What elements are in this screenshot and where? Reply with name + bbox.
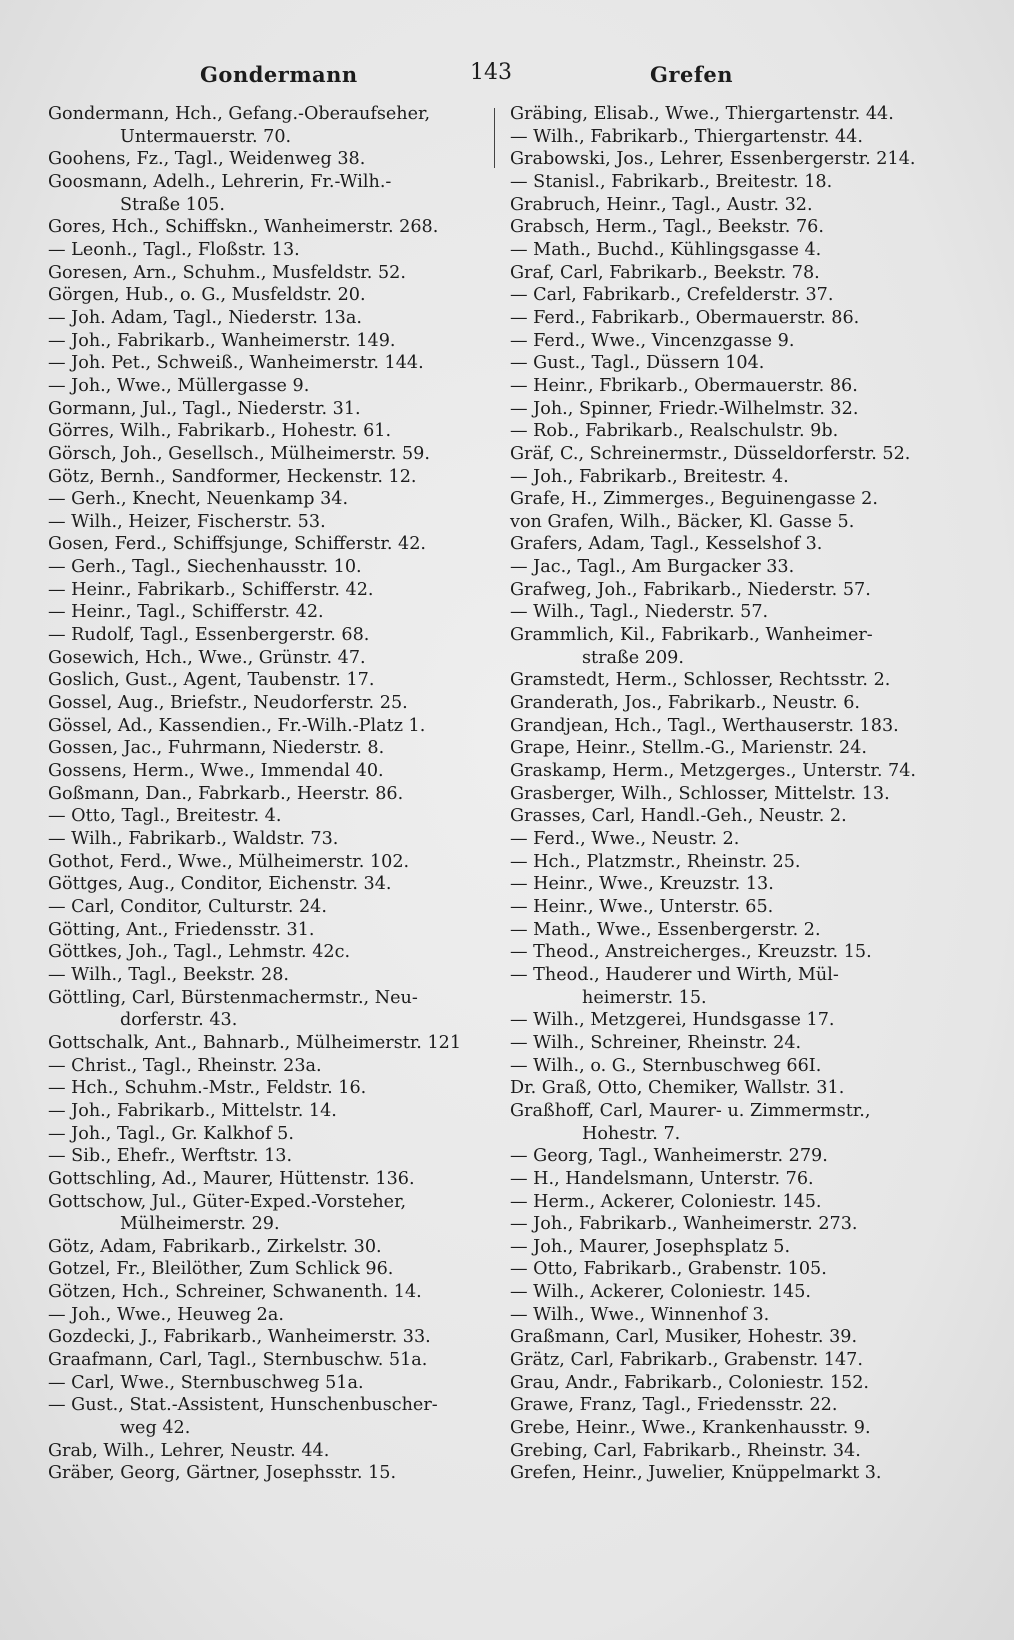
entry-line: — Theod., Anstreicherges., Kreuzstr. 15. <box>510 942 872 963</box>
header-right-keyword: Grefen <box>650 62 734 87</box>
entry-line: Gormann, Jul., Tagl., Niederstr. 31. <box>48 398 361 419</box>
directory-entry <box>510 420 950 443</box>
directory-entry <box>510 194 950 217</box>
directory-entry <box>510 579 950 602</box>
directory-entry <box>48 307 494 330</box>
directory-entry <box>510 1304 950 1327</box>
entry-line: Grabsch, Herm., Tagl., Beekstr. 76. <box>510 217 824 238</box>
entry-line: Graskamp, Herm., Metzgerges., Unterstr. 74. <box>510 761 917 782</box>
entry-line: Graafmann, Carl, Tagl., Sternbuschw. 51a. <box>48 1350 428 1371</box>
directory-entry <box>510 737 950 760</box>
entry-line: Goresen, Arn., Schuhm., Musfeldstr. 52. <box>48 262 406 283</box>
entry-line: — Math., Wwe., Essenbergerstr. 2. <box>510 919 821 940</box>
entry-line: — Joh., Tagl., Gr. Kalkhof 5. <box>48 1123 294 1144</box>
directory-entry <box>48 873 494 896</box>
entry-line: Göttges, Aug., Conditor, Eichenstr. 34. <box>48 874 392 895</box>
entry-line: Grape, Heinr., Stellm.-G., Marienstr. 24. <box>510 738 868 759</box>
entry-line: — Carl, Conditor, Culturstr. 24. <box>48 896 327 917</box>
directory-entry <box>48 737 494 760</box>
entry-line: Görres, Wilh., Fabrikarb., Hohestr. 61. <box>48 421 392 442</box>
entry-line: Graf, Carl, Fabrikarb., Beekstr. 78. <box>510 262 820 283</box>
directory-entry <box>48 715 494 738</box>
directory-entry <box>510 1077 950 1100</box>
entry-line: Goßmann, Dan., Fabrkarb., Heerstr. 86. <box>48 783 404 804</box>
page-number: 143 <box>470 60 512 85</box>
entry-line: Gossens, Herm., Wwe., Immendal 40. <box>48 761 384 782</box>
directory-entry <box>510 375 950 398</box>
directory-entry <box>48 533 494 556</box>
entry-line: — Sib., Ehefr., Werftstr. 13. <box>48 1146 293 1167</box>
entry-line: Grau, Andr., Fabrikarb., Coloniestr. 152. <box>510 1372 870 1393</box>
directory-entry <box>510 239 950 262</box>
directory-entry <box>48 828 494 851</box>
entry-line: Grabowski, Jos., Lehrer, Essenbergerstr. 214. <box>510 149 916 170</box>
entry-continuation: Straße 105. <box>120 194 225 215</box>
entry-line: Grammlich, Kil., Fabrikarb., Wanheimer- <box>510 625 873 646</box>
entry-line: Grasses, Carl, Handl.-Geh., Neustr. 2. <box>510 806 847 827</box>
entry-line: Gottschow, Jul., Güter-Exped.-Vorsteher, <box>48 1191 407 1212</box>
directory-entry <box>510 919 950 942</box>
directory-entry <box>510 1281 950 1304</box>
directory-entry <box>48 1304 494 1327</box>
directory-entry <box>510 443 950 466</box>
directory-entry <box>48 375 494 398</box>
entry-line: — Ferd., Wwe., Neustr. 2. <box>510 829 740 849</box>
entry-line: Gotzel, Fr., Bleilöther, Zum Schlick 96. <box>48 1259 394 1280</box>
entry-line: Gores, Hch., Schiffskn., Wanheimerstr. 268. <box>48 217 439 238</box>
entry-line: — Otto, Fabrikarb., Grabenstr. 105. <box>510 1259 827 1280</box>
entry-line: Gossen, Jac., Fuhrmann, Niederstr. 8. <box>48 738 385 759</box>
entry-line: — Wilh., Ackerer, Coloniestr. 145. <box>510 1282 812 1303</box>
entry-line: Graßhoff, Carl, Maurer- u. Zimmermstr., <box>510 1100 871 1121</box>
directory-entry <box>510 1100 950 1145</box>
directory-entry <box>48 1032 494 1055</box>
directory-entry <box>510 1009 950 1032</box>
directory-entry <box>48 1168 494 1191</box>
directory-entry <box>510 398 950 421</box>
directory-entry <box>510 103 950 126</box>
directory-entry <box>48 420 494 443</box>
directory-entry <box>48 1123 494 1146</box>
entry-line: Grab, Wilh., Lehrer, Neustr. 44. <box>48 1440 330 1461</box>
directory-entry <box>510 533 950 556</box>
entry-continuation: Mülheimerstr. 29. <box>120 1214 280 1235</box>
directory-entry <box>510 352 950 375</box>
directory-entry <box>48 1394 494 1439</box>
directory-entry <box>48 284 494 307</box>
entry-line: — Rudolf, Tagl., Essenbergerstr. 68. <box>48 625 370 646</box>
directory-entry <box>48 1191 494 1236</box>
entry-line: — Christ., Tagl., Rheinstr. 23a. <box>48 1055 322 1076</box>
entry-line: — Ferd., Wwe., Vincenzgasse 9. <box>510 330 795 351</box>
directory-entry <box>510 1213 950 1236</box>
entry-line: — Joh., Fabrikarb., Breitestr. 4. <box>510 466 789 487</box>
entry-line: Grefen, Heinr., Juwelier, Knüppelmarkt 3. <box>510 1463 882 1484</box>
entry-line: — Heinr., Wwe., Unterstr. 65. <box>510 896 774 917</box>
directory-entry <box>48 624 494 647</box>
entry-continuation: weg 42. <box>120 1418 191 1439</box>
entry-line: — Wilh., Tagl., Beekstr. 28. <box>48 964 290 985</box>
directory-entry <box>48 466 494 489</box>
directory-entry <box>48 239 494 262</box>
entry-line: — Joh. Adam, Tagl., Niederstr. 13a. <box>48 307 362 328</box>
directory-entry <box>510 851 950 874</box>
entry-line: Granderath, Jos., Fabrikarb., Neustr. 6. <box>510 693 860 714</box>
entry-continuation: dorferstr. 43. <box>120 1010 238 1031</box>
directory-entry <box>510 1462 950 1485</box>
directory-entry <box>48 556 494 579</box>
directory-entry <box>510 126 950 149</box>
entry-line: Grandjean, Hch., Tagl., Werthauserstr. 183. <box>510 715 899 736</box>
page-header <box>0 58 1014 94</box>
entry-line: — Leonh., Tagl., Floßstr. 13. <box>48 239 300 260</box>
entry-continuation: straße 209. <box>582 647 684 668</box>
entry-line: — Wilh., Fabrikarb., Waldstr. 73. <box>48 829 339 849</box>
entry-line: — Georg, Tagl., Wanheimerstr. 279. <box>510 1146 828 1167</box>
directory-entry <box>48 103 494 148</box>
entry-line: Gottschling, Ad., Maurer, Hüttenstr. 136. <box>48 1168 415 1189</box>
entry-line: Graßmann, Carl, Musiker, Hohestr. 39. <box>510 1327 858 1348</box>
entry-line: — Wilh., Fabrikarb., Thiergartenstr. 44. <box>510 126 863 147</box>
directory-entry <box>510 1055 950 1078</box>
directory-entry <box>48 488 494 511</box>
directory-entry <box>48 330 494 353</box>
directory-entry <box>510 216 950 239</box>
directory-entry <box>48 262 494 285</box>
directory-entry <box>510 601 950 624</box>
directory-entry <box>510 1326 950 1349</box>
directory-entry <box>510 171 950 194</box>
entry-line: — Joh., Maurer, Josephsplatz 5. <box>510 1236 791 1257</box>
entry-line: — Stanisl., Fabrikarb., Breitestr. 18. <box>510 171 833 192</box>
directory-entry <box>48 941 494 964</box>
directory-entry <box>510 624 950 669</box>
entry-line: — Joh. Pet., Schweiß., Wanheimerstr. 144. <box>48 353 424 374</box>
entry-line: — Wilh., Tagl., Niederstr. 57. <box>510 602 769 623</box>
directory-entry <box>510 148 950 171</box>
directory-entry <box>510 262 950 285</box>
entry-line: Görgen, Hub., o. G., Musfeldstr. 20. <box>48 285 366 306</box>
entry-line: — Heinr., Wwe., Kreuzstr. 13. <box>510 874 774 895</box>
entry-line: Gössel, Ad., Kassendien., Fr.-Wilh.-Platz 1. <box>48 715 426 736</box>
directory-entry <box>510 873 950 896</box>
entry-line: — H., Handelsmann, Unterstr. 76. <box>510 1168 814 1189</box>
directory-entry <box>510 964 950 1009</box>
entry-line: — Heinr., Fabrikarb., Schifferstr. 42. <box>48 579 374 600</box>
entry-line: — Jac., Tagl., Am Burgacker 33. <box>510 557 795 578</box>
directory-entry <box>510 488 950 511</box>
entry-line: — Rob., Fabrikarb., Realschulstr. 9b. <box>510 421 839 442</box>
entry-line: Gossel, Aug., Briefstr., Neudorferstr. 25. <box>48 693 408 714</box>
directory-entry <box>510 284 950 307</box>
entry-continuation: Hohestr. 7. <box>582 1123 681 1144</box>
directory-entry <box>48 1077 494 1100</box>
directory-entry <box>48 148 494 171</box>
directory-entry <box>48 1055 494 1078</box>
directory-entry <box>510 307 950 330</box>
directory-entry <box>510 466 950 489</box>
entry-line: Götz, Bernh., Sandformer, Heckenstr. 12. <box>48 466 417 487</box>
directory-entry <box>510 1191 950 1214</box>
entry-line: Grawe, Franz, Tagl., Friedensstr. 22. <box>510 1395 838 1416</box>
directory-entry <box>510 1394 950 1417</box>
directory-entry <box>48 443 494 466</box>
entry-line: — Joh., Fabrikarb., Wanheimerstr. 273. <box>510 1214 858 1235</box>
entry-line: Gosen, Ferd., Schiffsjunge, Schifferstr. 42. <box>48 534 427 555</box>
directory-entry <box>48 987 494 1032</box>
directory-entry <box>510 828 950 851</box>
directory-entry <box>510 1440 950 1463</box>
directory-entry <box>48 216 494 239</box>
directory-entry <box>510 692 950 715</box>
entry-line: Götzen, Hch., Schreiner, Schwanenth. 14. <box>48 1282 422 1303</box>
column-divider <box>494 108 495 168</box>
header-left-keyword: Gondermann <box>200 62 358 87</box>
directory-entry <box>510 1349 950 1372</box>
entry-line: — Gerh., Tagl., Siechenhausstr. 10. <box>48 557 362 578</box>
directory-entry <box>48 579 494 602</box>
directory-entry <box>510 1236 950 1259</box>
directory-entry <box>48 398 494 421</box>
directory-entry <box>510 896 950 919</box>
entry-line: — Gust., Stat.-Assistent, Hunschenbuscher- <box>48 1395 438 1416</box>
entry-line: — Math., Buchd., Kühlingsgasse 4. <box>510 239 822 260</box>
directory-entry <box>510 556 950 579</box>
entry-line: Grätz, Carl, Fabrikarb., Grabenstr. 147. <box>510 1350 863 1371</box>
directory-entry <box>48 647 494 670</box>
directory-entry <box>48 669 494 692</box>
entry-line: Gosewich, Hch., Wwe., Grünstr. 47. <box>48 647 366 668</box>
directory-entry <box>48 1100 494 1123</box>
directory-entry <box>510 330 950 353</box>
entry-line: Göttkes, Joh., Tagl., Lehmstr. 42c. <box>48 942 351 963</box>
entry-line: Goslich, Gust., Agent, Taubenstr. 17. <box>48 670 375 691</box>
entry-line: — Gerh., Knecht, Neuenkamp 34. <box>48 489 349 510</box>
directory-entry <box>48 783 494 806</box>
entry-line: — Herm., Ackerer, Coloniestr. 145. <box>510 1191 822 1212</box>
directory-entry <box>48 1326 494 1349</box>
directory-entry <box>48 352 494 375</box>
directory-entry <box>48 511 494 534</box>
directory-entry <box>48 1440 494 1463</box>
directory-entry <box>48 1258 494 1281</box>
directory-entry <box>510 1258 950 1281</box>
entry-line: Gothot, Ferd., Wwe., Mülheimerstr. 102. <box>48 851 410 872</box>
directory-entry <box>510 669 950 692</box>
directory-entry <box>510 715 950 738</box>
right-column <box>510 103 950 1485</box>
directory-entry <box>48 1281 494 1304</box>
entry-line: — Carl, Wwe., Sternbuschweg 51a. <box>48 1372 364 1393</box>
entry-line: — Wilh., Heizer, Fischerstr. 53. <box>48 511 326 532</box>
entry-line: — Wilh., Schreiner, Rheinstr. 24. <box>510 1032 802 1053</box>
entry-line: — Joh., Wwe., Müllergasse 9. <box>48 375 310 396</box>
entry-line: Göttling, Carl, Bürstenmachermstr., Neu- <box>48 987 418 1008</box>
directory-entry <box>48 1145 494 1168</box>
directory-entry <box>510 805 950 828</box>
entry-line: — Joh., Fabrikarb., Mittelstr. 14. <box>48 1100 337 1121</box>
directory-entry <box>510 1168 950 1191</box>
entry-line: Götz, Adam, Fabrikarb., Zirkelstr. 30. <box>48 1236 382 1257</box>
entry-line: Goohens, Fz., Tagl., Weidenweg 38. <box>48 149 366 170</box>
directory-entry <box>48 805 494 828</box>
entry-line: — Wilh., o. G., Sternbuschweg 66I. <box>510 1055 822 1076</box>
directory-entry <box>48 1349 494 1372</box>
entry-line: Gräber, Georg, Gärtner, Josephsstr. 15. <box>48 1463 397 1484</box>
directory-entry <box>510 1032 950 1055</box>
entry-line: — Joh., Wwe., Heuweg 2a. <box>48 1304 284 1325</box>
directory-entry <box>48 896 494 919</box>
directory-entry <box>510 1372 950 1395</box>
directory-entry <box>48 919 494 942</box>
entry-line: Grebing, Carl, Fabrikarb., Rheinstr. 34. <box>510 1440 861 1461</box>
entry-line: Gozdecki, J., Fabrikarb., Wanheimerstr. 33. <box>48 1327 431 1348</box>
entry-continuation: heimerstr. 15. <box>582 987 707 1008</box>
entry-line: — Gust., Tagl., Düssern 104. <box>510 353 765 374</box>
entry-line: — Theod., Hauderer und Wirth, Mül- <box>510 964 839 985</box>
directory-entry <box>48 851 494 874</box>
entry-line: Grasberger, Wilh., Schlosser, Mittelstr. 13. <box>510 783 890 804</box>
directory-entry <box>48 601 494 624</box>
entry-line: Görsch, Joh., Gesellsch., Mülheimerstr. 59. <box>48 443 430 464</box>
entry-line: — Otto, Tagl., Breitestr. 4. <box>48 806 282 827</box>
directory-entry <box>510 941 950 964</box>
entry-line: — Joh., Fabrikarb., Wanheimerstr. 149. <box>48 330 396 351</box>
entry-line: Gottschalk, Ant., Bahnarb., Mülheimerstr. 121 <box>48 1032 462 1053</box>
entry-line: Dr. Graß, Otto, Chemiker, Wallstr. 31. <box>510 1078 845 1099</box>
entry-line: Gräf, C., Schreinermstr., Düsseldorferstr. 52. <box>510 443 911 464</box>
left-column <box>48 103 494 1485</box>
entry-line: — Heinr., Fbrikarb., Obermauerstr. 86. <box>510 375 858 396</box>
entry-line: Grebe, Heinr., Wwe., Krankenhausstr. 9. <box>510 1418 871 1439</box>
entry-line: — Carl, Fabrikarb., Crefelderstr. 37. <box>510 285 834 306</box>
entry-line: Gräbing, Elisab., Wwe., Thiergartenstr. 44. <box>510 104 894 124</box>
entry-line: — Hch., Platzmstr., Rheinstr. 25. <box>510 851 801 872</box>
entry-line: Gramstedt, Herm., Schlosser, Rechtsstr. 2. <box>510 670 891 691</box>
directory-entry <box>510 783 950 806</box>
directory-entry <box>48 1462 494 1485</box>
directory-entry <box>48 760 494 783</box>
entry-line: von Grafen, Wilh., Bäcker, Kl. Gasse 5. <box>510 511 855 532</box>
entry-line: Gondermann, Hch., Gefang.-Oberaufseher, <box>48 104 431 124</box>
entry-line: Grafers, Adam, Tagl., Kesselshof 3. <box>510 534 823 555</box>
entry-line: — Wilh., Wwe., Winnenhof 3. <box>510 1304 770 1325</box>
directory-entry <box>510 1417 950 1440</box>
directory-entry <box>510 1145 950 1168</box>
entry-line: — Hch., Schuhm.-Mstr., Feldstr. 16. <box>48 1078 367 1099</box>
entry-line: Grabruch, Heinr., Tagl., Austr. 32. <box>510 194 813 215</box>
entry-line: — Wilh., Metzgerei, Hundsgasse 17. <box>510 1010 835 1031</box>
directory-entry <box>510 760 950 783</box>
entry-line: — Heinr., Tagl., Schifferstr. 42. <box>48 602 324 623</box>
entry-line: Götting, Ant., Friedensstr. 31. <box>48 919 315 940</box>
entry-line: Grafe, H., Zimmerges., Beguinengasse 2. <box>510 489 878 510</box>
directory-entry <box>48 964 494 987</box>
entry-line: Goosmann, Adelh., Lehrerin, Fr.-Wilh.- <box>48 171 392 192</box>
entry-continuation: Untermauerstr. 70. <box>120 126 292 147</box>
entry-line: — Ferd., Fabrikarb., Obermauerstr. 86. <box>510 307 860 328</box>
directory-entry <box>48 1372 494 1395</box>
directory-entry <box>48 692 494 715</box>
entry-line: Grafweg, Joh., Fabrikarb., Niederstr. 57. <box>510 579 871 600</box>
directory-entry <box>510 511 950 534</box>
entry-line: — Joh., Spinner, Friedr.-Wilhelmstr. 32. <box>510 398 859 419</box>
directory-entry <box>48 1236 494 1259</box>
directory-entry <box>48 171 494 216</box>
